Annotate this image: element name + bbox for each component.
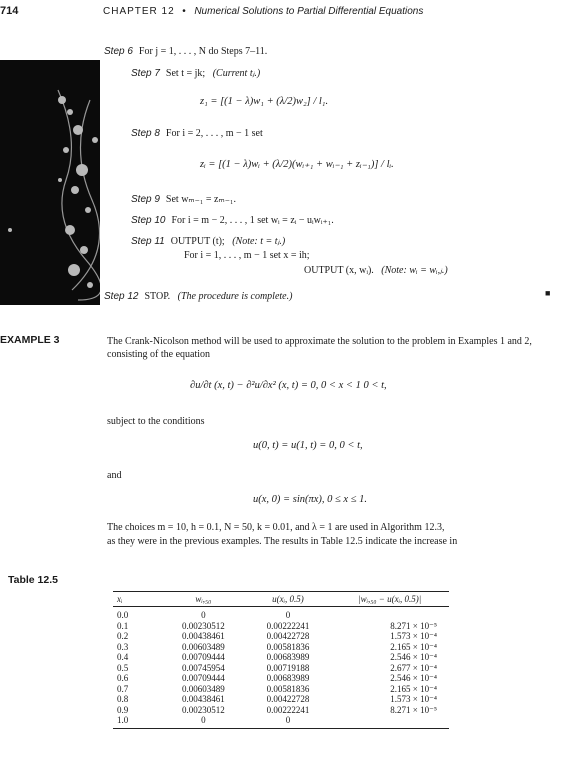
step-6-label: Step 6 — [104, 46, 133, 57]
table-cell: 1.573 × 10⁻⁴ — [390, 694, 437, 704]
chapter-label: CHAPTER 12 — [103, 6, 175, 17]
table-cell: 0.00222241 — [266, 704, 310, 715]
table-cell: 0.4 — [117, 652, 129, 662]
table-row — [113, 673, 449, 684]
table-cell: 0.00222241 — [266, 620, 310, 631]
step-10 — [131, 215, 334, 226]
table-cell — [330, 715, 449, 728]
header-bullet: • — [182, 6, 187, 17]
table-row — [113, 621, 449, 632]
col-header-u: u(xᵢ, 0.5) — [246, 592, 331, 607]
table-row — [113, 642, 449, 653]
step-8-text: For i = 2, . . . , m − 1 set — [165, 128, 263, 139]
step-7-text: Set t = jk; — [165, 68, 206, 79]
table-cell: 0.8 — [117, 694, 129, 704]
step-11 — [131, 236, 285, 247]
table-cell: 0.00683989 — [266, 673, 310, 683]
equation-step-8: zᵢ = [(1 − λ)wᵢ + (λ/2)(wᵢ₊₁ + wᵢ₋₁ + zᵢ₋₁)] / lᵢ. — [200, 159, 394, 170]
end-of-algorithm-mark: ■ — [545, 288, 551, 298]
running-title: Numerical Solutions to Partial Differential Equations — [194, 6, 424, 17]
table-cell: 2.546 × 10⁻⁴ — [390, 673, 437, 683]
example-label: EXAMPLE 3 — [0, 334, 60, 346]
step-7-note: (Current tⱼ.) — [212, 68, 261, 79]
running-header — [103, 6, 423, 17]
step-7 — [131, 68, 260, 79]
example-paragraph-3b: as they were in the previous examples. The results in Table 12.5 indicate the increase in — [107, 536, 458, 547]
table-row — [113, 694, 449, 705]
table-cell: 2.677 × 10⁻⁴ — [390, 662, 437, 673]
step-10-label: Step 10 — [131, 215, 166, 226]
table-cell: 0.3 — [117, 641, 129, 652]
step-11-line-2: For i = 1, . . . , m − 1 set x = ih; — [184, 250, 310, 261]
table-cell: 8.271 × 10⁻⁵ — [390, 620, 437, 631]
table-cell: 0.00230512 — [181, 704, 225, 715]
table-cell: 0.00422728 — [266, 694, 310, 704]
table-cell: 0.00719188 — [266, 662, 310, 673]
example-boundary-condition: u(0, t) = u(1, t) = 0, 0 < t, — [253, 440, 363, 451]
table-cell: 0 — [246, 715, 331, 728]
col-header-x: xᵢ — [113, 592, 161, 607]
table-cell: 0 — [201, 610, 206, 620]
step-10-text: For i = m − 2, . . . , 1 set wᵢ = zᵢ − uᵢwᵢ₊₁. — [171, 215, 334, 226]
step-6 — [104, 46, 267, 57]
col-header-error: |wᵢ,₅₀ − u(xᵢ, 0.5)| — [330, 592, 449, 607]
table-cell: 0.00438461 — [181, 694, 225, 704]
step-8-label: Step 8 — [131, 128, 160, 139]
step-12 — [104, 291, 292, 302]
step-12-note: (The procedure is complete.) — [177, 291, 293, 302]
step-9-text: Set wₘ₋₁ = zₘ₋₁. — [165, 194, 236, 205]
step-12-text: STOP. — [144, 291, 171, 302]
table-cell: 0.5 — [117, 662, 129, 673]
table-cell: 0.00581836 — [266, 641, 310, 652]
results-table — [113, 591, 449, 729]
step-8 — [131, 128, 263, 139]
example-equation-pde: ∂u/∂t (x, t) − ∂²u/∂x² (x, t) = 0, 0 < x < 1 0 < t, — [190, 380, 387, 391]
table-cell: 0.00603489 — [181, 683, 225, 694]
table-cell: 1.0 — [113, 715, 161, 728]
step-11-line-3 — [304, 265, 448, 276]
page-number: 714 — [0, 5, 19, 17]
step-7-label: Step 7 — [131, 68, 160, 79]
table-cell: 0.00603489 — [181, 641, 225, 652]
table-label: Table 12.5 — [8, 574, 58, 586]
step-11-label: Step 11 — [131, 236, 165, 247]
step-11-note: (Note: t = tⱼ.) — [232, 236, 286, 247]
step-12-label: Step 12 — [104, 291, 139, 302]
table-row — [113, 607, 449, 621]
table-cell — [330, 607, 449, 621]
step-9-label: Step 9 — [131, 194, 160, 205]
table-header-row — [113, 592, 449, 607]
table-cell: 0.00709444 — [181, 652, 225, 662]
example-and: and — [107, 470, 122, 481]
table-cell: 0 — [161, 715, 246, 728]
table-cell: 0.00745954 — [181, 662, 225, 673]
table-cell: 8.271 × 10⁻⁵ — [390, 704, 437, 715]
table-cell: 1.573 × 10⁻⁴ — [390, 631, 437, 641]
table-cell: 0.9 — [117, 704, 129, 715]
step-9 — [131, 194, 236, 205]
table-cell: 0.00709444 — [181, 673, 225, 683]
table-cell: 0.6 — [117, 673, 129, 683]
table-cell: 0.00230512 — [181, 620, 225, 631]
table-cell: 0.00438461 — [181, 631, 225, 641]
table-cell: 0 — [285, 610, 291, 620]
ornament-illustration — [0, 60, 100, 305]
table-cell: 2.546 × 10⁻⁴ — [390, 652, 437, 662]
table-cell: 2.165 × 10⁻⁴ — [390, 683, 437, 694]
example-paragraph-1: The Crank-Nicolson method will be used to approximate the solution to the problem in Examples 1 and 2, consisting of the equation — [107, 336, 532, 360]
table-cell: 0.7 — [117, 683, 129, 694]
equation-step-7: z₁ = [(1 − λ)w₁ + (λ/2)w₂] / l₁. — [200, 96, 329, 107]
step-11-output: OUTPUT (x, wᵢ). — [304, 265, 374, 276]
table-cell: 0.00422728 — [266, 631, 310, 641]
sidebar-ornament-image — [0, 60, 100, 305]
table-cell: 2.165 × 10⁻⁴ — [390, 641, 437, 652]
table-cell: 0.0 — [117, 610, 129, 620]
example-paragraph-3a: The choices m = 10, h = 0.1, N = 50, k = 0.01, and λ = 1 are used in Algorithm 12.3, — [107, 522, 445, 533]
table-row — [113, 684, 449, 695]
col-header-w: wᵢ,₅₀ — [161, 592, 246, 607]
table-cell: 0.2 — [117, 631, 129, 641]
table-cell: 0.00581836 — [266, 683, 310, 694]
table-row — [113, 631, 449, 642]
step-11-text: OUTPUT (t); — [170, 236, 225, 247]
table-row — [113, 715, 449, 728]
table-cell: 0.00683989 — [266, 652, 310, 662]
table-row — [113, 652, 449, 663]
table-cell: 0.1 — [117, 620, 129, 631]
table-row — [113, 705, 449, 716]
step-11-note-2: (Note: wᵢ = wᵢ,ⱼ.) — [381, 265, 448, 276]
example-initial-condition: u(x, 0) = sin(πx), 0 ≤ x ≤ 1. — [253, 494, 367, 505]
example-paragraph-2: subject to the conditions — [107, 416, 205, 427]
step-6-text: For j = 1, . . . , N do Steps 7–11. — [138, 46, 268, 57]
table-row — [113, 663, 449, 674]
